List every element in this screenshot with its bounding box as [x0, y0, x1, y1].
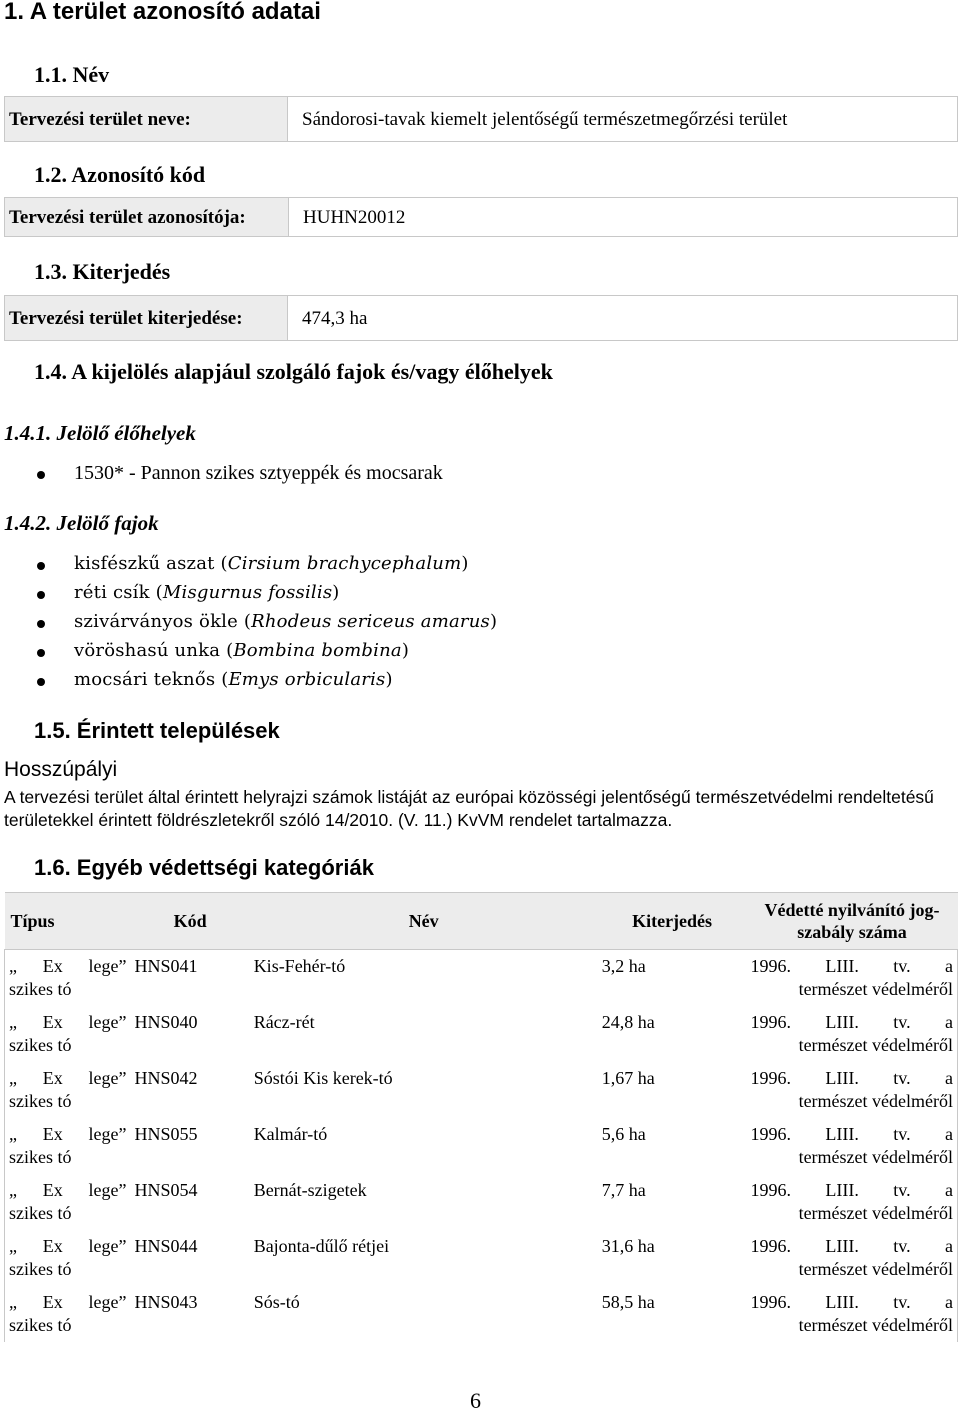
- cell-area: 31,6 ha: [601, 1236, 655, 1256]
- bullet-icon: [37, 620, 45, 628]
- species-item: mocsári teknős (Emys orbicularis): [74, 669, 393, 690]
- species-item: szivárványos ökle (Rhodeus sericeus amarus): [74, 611, 498, 632]
- habitat-item: 1530* - Pannon szikes sztyeppék és mocsarak: [74, 462, 443, 484]
- cell-code: HNS042: [134, 1068, 198, 1088]
- cell-area: 5,6 ha: [601, 1124, 646, 1144]
- col-name: Név: [250, 893, 598, 950]
- table-header-row: [5, 893, 958, 950]
- cell-law: 1996. LIII. tv. a természet védelméről: [746, 1286, 957, 1342]
- cell-code: HNS040: [134, 1012, 198, 1032]
- cell-area: 58,5 ha: [601, 1292, 655, 1312]
- heading-1-4-1: 1.4.1. Jelölő élőhelyek: [4, 421, 196, 445]
- cell-law: 1996. LIII. tv. a természet védelméről: [746, 1062, 957, 1118]
- cell-law: 1996. LIII. tv. a természet védelméről: [746, 950, 957, 1007]
- table-row: [5, 1174, 958, 1230]
- table-row: [5, 1062, 958, 1118]
- species-item: kisfészkű aszat (Cirsium brachycephalum): [74, 553, 469, 574]
- cell-type: „ Ex lege” szikes tó: [5, 1006, 131, 1062]
- col-type: Típus: [5, 893, 131, 950]
- protection-table: [4, 892, 958, 1342]
- cell-name: Kalmár-tó: [253, 1124, 328, 1144]
- cell-code: HNS043: [134, 1292, 198, 1312]
- extent-label: Tervezési terület kiterjedése:: [9, 308, 243, 329]
- bullet-icon: [37, 678, 45, 686]
- bullet-icon: [37, 562, 45, 570]
- cell-area: 3,2 ha: [601, 956, 646, 976]
- bullet-icon: [37, 649, 45, 657]
- heading-1-2: 1.2. Azonosító kód: [34, 162, 206, 187]
- table-row: [5, 1118, 958, 1174]
- name-label: Tervezési terület neve:: [9, 109, 191, 130]
- cell-code: HNS044: [134, 1236, 198, 1256]
- code-field-row: [4, 197, 958, 237]
- heading-1-5: 1.5. Érintett települések: [34, 718, 280, 743]
- code-value: HUHN20012: [288, 198, 957, 236]
- heading-1-1: 1.1. Név: [34, 62, 110, 87]
- cell-name: Bajonta-dűlő rétjei: [253, 1236, 390, 1256]
- col-area: Kiterjedés: [598, 893, 747, 950]
- heading-1-4-2: 1.4.2. Jelölő fajok: [4, 511, 159, 535]
- cell-code: HNS055: [134, 1124, 198, 1144]
- settlement-paragraph: [4, 786, 958, 832]
- bullet-icon: [37, 591, 45, 599]
- extent-field-row: [4, 295, 958, 341]
- cell-type: „ Ex lege” szikes tó: [5, 1286, 131, 1342]
- cell-type: „ Ex lege” szikes tó: [5, 1118, 131, 1174]
- cell-area: 24,8 ha: [601, 1012, 655, 1032]
- cell-law: 1996. LIII. tv. a természet védelméről: [746, 1174, 957, 1230]
- cell-type: „ Ex lege” szikes tó: [5, 1062, 131, 1118]
- heading-1-6: 1.6. Egyéb védettségi kategóriák: [34, 855, 374, 880]
- cell-name: Bernát-szigetek: [253, 1180, 367, 1200]
- cell-area: 7,7 ha: [601, 1180, 646, 1200]
- cell-law: 1996. LIII. tv. a természet védelméről: [746, 1230, 957, 1286]
- name-field-row: [4, 96, 958, 142]
- cell-name: Rácz-rét: [253, 1012, 315, 1032]
- cell-name: Sóstói Kis kerek-tó: [253, 1068, 393, 1088]
- extent-value: 474,3 ha: [287, 296, 957, 340]
- cell-type: „ Ex lege” szikes tó: [5, 1230, 131, 1286]
- species-item: vöröshasú unka (Bombina bombina): [74, 640, 410, 661]
- heading-1-4: 1.4. A kijelölés alapjául szolgáló fajok és/vagy élőhelyek: [34, 359, 553, 384]
- heading-1-3: 1.3. Kiterjedés: [34, 259, 171, 284]
- cell-name: Sós-tó: [253, 1292, 300, 1312]
- name-value: Sándorosi-tavak kiemelt jelentőségű természetmegőrzési terület: [287, 97, 957, 141]
- paragraph-line-2: területekkel érintett földrészletekről szóló 14/2010. (V. 11.) KvVM rendelet tartalmazza.: [4, 810, 673, 830]
- cell-law: 1996. LIII. tv. a természet védelméről: [746, 1006, 957, 1062]
- table-row: [5, 1230, 958, 1286]
- cell-area: 1,67 ha: [601, 1068, 655, 1088]
- cell-type: „ Ex lege” szikes tó: [5, 1174, 131, 1230]
- settlement-name: Hosszúpályi: [4, 758, 118, 781]
- paragraph-line-1: A tervezési terület által érintett helyrajzi számok listáját az európai közösségi jelentőségű természetvédelmi rendeltetésű: [4, 787, 934, 807]
- cell-code: HNS041: [134, 956, 198, 976]
- species-item: réti csík (Misgurnus fossilis): [74, 582, 340, 603]
- cell-code: HNS054: [134, 1180, 198, 1200]
- col-code: Kód: [130, 893, 249, 950]
- table-row: [5, 1286, 958, 1342]
- table-row: [5, 1006, 958, 1062]
- bullet-icon: [37, 471, 45, 479]
- cell-type: „ Ex lege” szikes tó: [5, 950, 131, 1007]
- col-law: Védetté nyilvánító jog-szabály száma: [746, 893, 957, 950]
- section-heading-1: 1. A terület azonosító adatai: [4, 0, 321, 25]
- code-label: Tervezési terület azonosítója:: [9, 207, 246, 228]
- table-row: [5, 950, 958, 1007]
- page-number: 6: [470, 1388, 481, 1413]
- cell-law: 1996. LIII. tv. a természet védelméről: [746, 1118, 957, 1174]
- cell-name: Kis-Fehér-tó: [253, 956, 346, 976]
